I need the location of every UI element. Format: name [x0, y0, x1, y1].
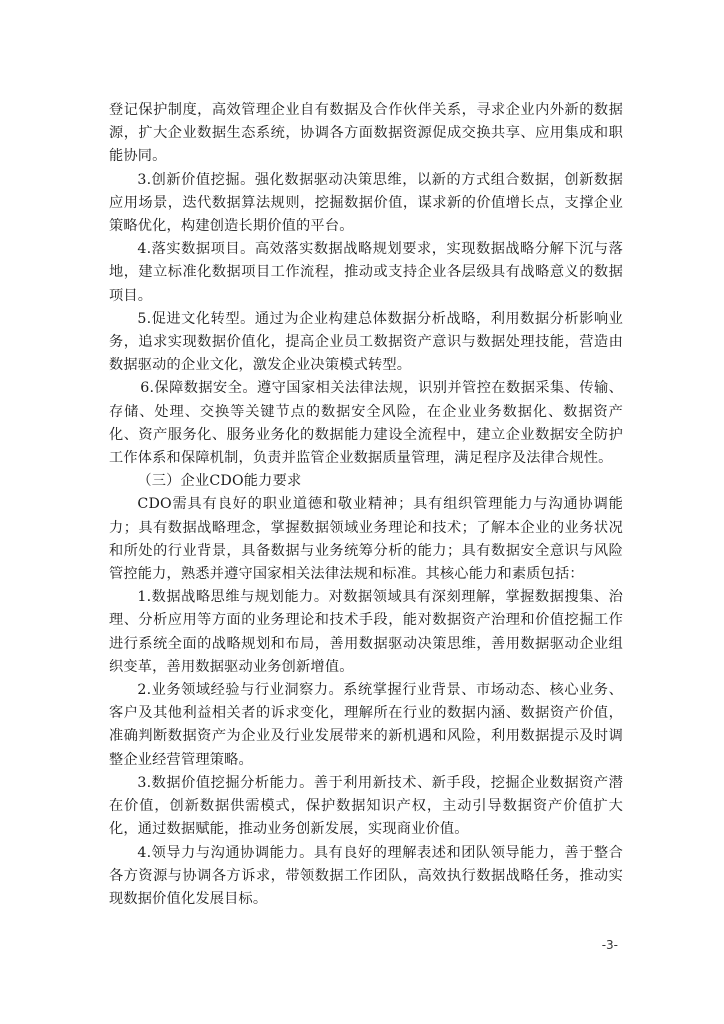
paragraph-continuation: 登记保护制度，高效管理企业自有数据及合作伙伴关系，寻求企业内外新的数据源，扩大企业数据生态系统，协调各方面数据资源促成交换共享、应用集成和职能协同。 [109, 102, 623, 165]
paragraph-data-projects: 4.落实数据项目。高效落实数据战略规划要求，实现数据战略分解下沉与落地，建立标准化数据项目工作流程，推动或支持企业各层级具有战略意义的数据项目。 [109, 241, 623, 304]
paragraph-cdo-overview: CDO需具有良好的职业道德和敬业精神；具有组织管理能力与沟通协调能力；具有数据战略理念，掌握数据领域业务理论和技术；了解本企业的业务状况和所处的行业背景，具备数据与业务统筹分析的能力；具有数据安全意识与风险管控能力，熟悉并遵守国家相关法律法规和标准。其核心能力和素质包括： [109, 496, 623, 583]
paragraph-data-security: 6.保障数据安全。遵守国家相关法律法规，识别并管控在数据采集、传输、存储、处理、交换等关键节点的数据安全风险，在企业业务数据化、数据资产化、资产服务化、服务业务化的数据能力建设全流程中，建立企业数据安全防护工作体系和保障机制，负责并监管企业数据质量管理，满足程序及法律合规性。 [109, 380, 623, 467]
paragraph-leadership: 4.领导力与沟通协调能力。具有良好的理解表述和团队领导能力，善于整合各方资源与协调各方诉求，带领数据工作团队，高效执行数据战略任务，推动实现数据价值化发展目标。 [109, 844, 623, 907]
paragraph-value-mining: 3.数据价值挖掘分析能力。善于利用新技术、新手段，挖掘企业数据资产潜在价值，创新数据供需模式，保护数据知识产权，主动引导数据资产价值扩大化，通过数据赋能，推动业务创新发展，实现商业价值。 [109, 774, 623, 838]
page-number: -3- [601, 938, 618, 952]
paragraph-culture-transformation: 5.促进文化转型。通过为企业构建总体数据分析战略，利用数据分析影响业务，追求实现数据价值化，提高企业员工数据资产意识与数据处理技能，营造由数据驱动的企业文化，激发企业决策模式转型。 [109, 310, 623, 374]
paragraph-industry-insight: 2.业务领域经验与行业洞察力。系统掌握行业背景、市场动态、核心业务、客户及其他利益相关者的诉求变化，理解所在行业的数据内涵、数据资产价值，准确判断数据资产为企业及行业发展带来的新机遇和风险，利用数据提示及时调整企业经营管理策略。 [109, 682, 623, 768]
body-text [109, 99, 623, 911]
paragraph-innovation-value: 3.创新价值挖掘。强化数据驱动决策思维，以新的方式组合数据，创新数据应用场景，迭代数据算法规则，挖掘数据价值，谋求新的价值增长点，支撑企业策略优化，构建创造长期价值的平台。 [109, 171, 623, 235]
section-heading-cdo-requirements: （三）企业CDO能力要求 [137, 473, 302, 490]
paragraph-strategy-thinking: 1.数据战略思维与规划能力。对数据领域具有深刻理解，掌握数据搜集、治理、分析应用等方面的业务理论和技术手段，能对数据资产治理和价值挖掘工作进行系统全面的战略规划和布局，善用数据驱动决策思维，善用数据驱动企业组织变革，善用数据驱动业务创新增值。 [109, 589, 623, 675]
